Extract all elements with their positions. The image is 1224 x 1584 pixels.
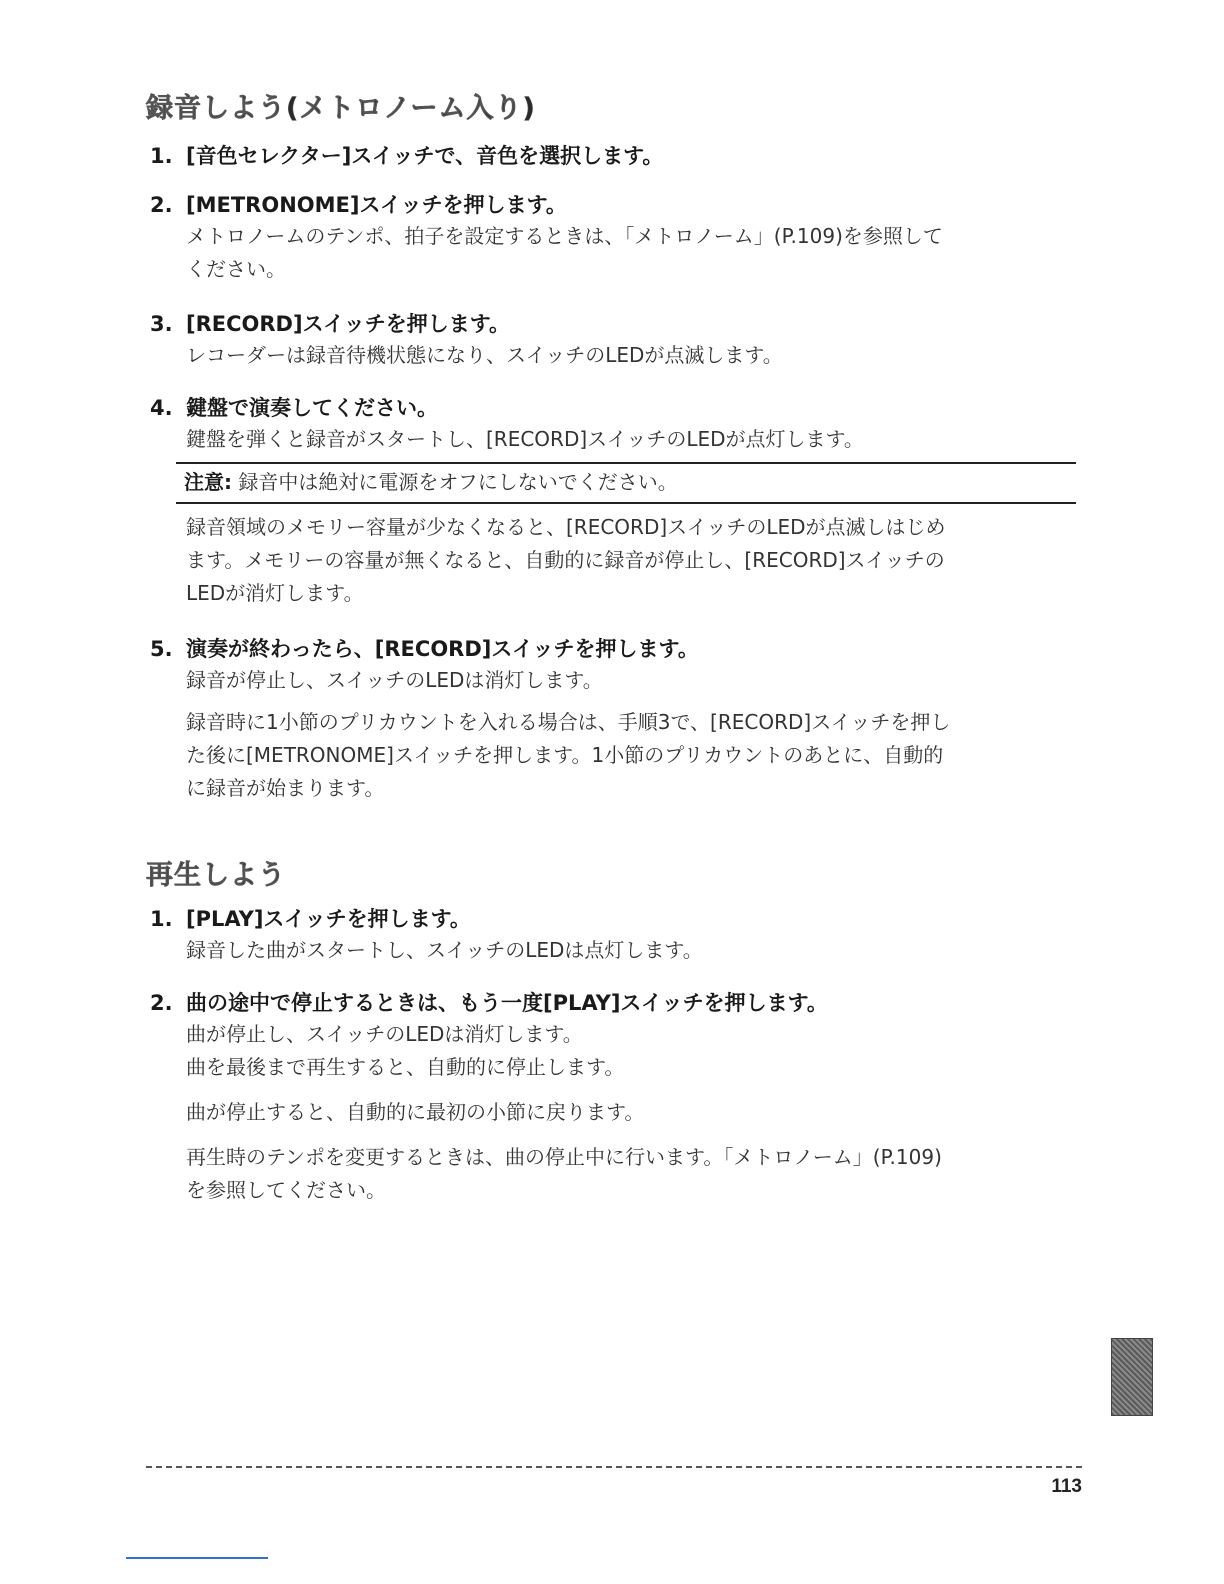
playback-section-title: 再生しよう <box>146 860 286 891</box>
step-heading-text: 曲の途中で停止するときは、もう一度[PLAY]スイッチを押します。 <box>186 991 828 1015</box>
caution-note <box>176 462 1076 504</box>
step-heading <box>150 904 1090 934</box>
caution-note-content <box>184 468 678 496</box>
step-heading-text: [METRONOME]スイッチを押します。 <box>186 193 567 217</box>
step-body: メトロノームのテンポ、拍子を設定するときは、「メトロノーム」(P.109)を参照して ください。 <box>186 224 943 281</box>
step-body: 録音が停止し、スイッチのLEDは消灯します。 <box>186 668 603 692</box>
recording-section-title: 録音しよう(メトロノーム入り) <box>146 93 536 124</box>
step-body: レコーダーは録音待機状態になり、スイッチのLEDが点滅します。 <box>186 343 783 367</box>
precount-paragraph: 録音時に1小節のプリカウントを入れる場合は、手順3で、[RECORD]スイッチを押し た後に[METRONOME]スイッチを押します。1小節のプリカウントのあとに、自動的 に録音が始まります。 <box>186 710 951 800</box>
step-heading-text: [音色セレクター]スイッチで、音色を選択します。 <box>186 144 664 168</box>
step-number: 4. <box>150 396 173 420</box>
caution-label: 注意: <box>184 470 232 494</box>
step-heading <box>150 393 1090 423</box>
step-number: 1. <box>150 144 173 168</box>
playback-step-2 <box>150 988 1090 1084</box>
step-body: 録音した曲がスタートし、スイッチのLEDは点灯します。 <box>186 938 703 962</box>
memory-paragraph: 録音領域のメモリー容量が少なくなると、[RECORD]スイッチのLEDが点滅しはじめ ます。メモリーの容量が無くなると、自動的に録音が停止し、[RECORD]スイッチの LEDが消灯します。 <box>186 515 946 605</box>
step-heading-text: 演奏が終わったら、[RECORD]スイッチを押します。 <box>186 637 699 661</box>
step-heading-text: [PLAY]スイッチを押します。 <box>186 907 471 931</box>
step-number: 2. <box>150 193 173 217</box>
step-number: 1. <box>150 907 173 931</box>
step-heading <box>150 141 1090 171</box>
tempo-paragraph: 再生時のテンポを変更するときは、曲の停止中に行います。「メトロノーム」(P.109) を参照してください。 <box>186 1145 942 1202</box>
recording-step-1 <box>150 141 1090 171</box>
playback-step-1 <box>150 904 1090 967</box>
recording-step-5 <box>150 634 1090 697</box>
step-heading-text: 鍵盤で演奏してください。 <box>186 396 438 420</box>
step-number: 2. <box>150 991 173 1015</box>
step-heading <box>150 988 1090 1018</box>
step-number: 5. <box>150 637 173 661</box>
step-heading <box>150 190 1090 220</box>
recording-step-3 <box>150 309 1090 372</box>
step-number: 3. <box>150 312 173 336</box>
step-heading <box>150 634 1090 664</box>
step-body: 曲が停止し、スイッチのLEDは消灯します。 曲を最後まで再生すると、自動的に停止します。 <box>186 1022 625 1079</box>
recording-step-4 <box>150 393 1090 456</box>
step-heading <box>150 309 1090 339</box>
recording-step-2 <box>150 190 1090 286</box>
chapter-thumb-tab <box>1111 1338 1153 1416</box>
page-number: 113 <box>1051 1476 1082 1497</box>
step-body: 鍵盤を弾くと録音がスタートし、[RECORD]スイッチのLEDが点灯します。 <box>186 427 864 451</box>
bottom-accent-line <box>126 1557 268 1559</box>
step-heading-text: [RECORD]スイッチを押します。 <box>186 312 511 336</box>
footer-divider <box>146 1466 1082 1468</box>
return-paragraph: 曲が停止すると、自動的に最初の小節に戻ります。 <box>186 1100 645 1124</box>
caution-text: 録音中は絶対に電源をオフにしないでください。 <box>232 470 678 494</box>
